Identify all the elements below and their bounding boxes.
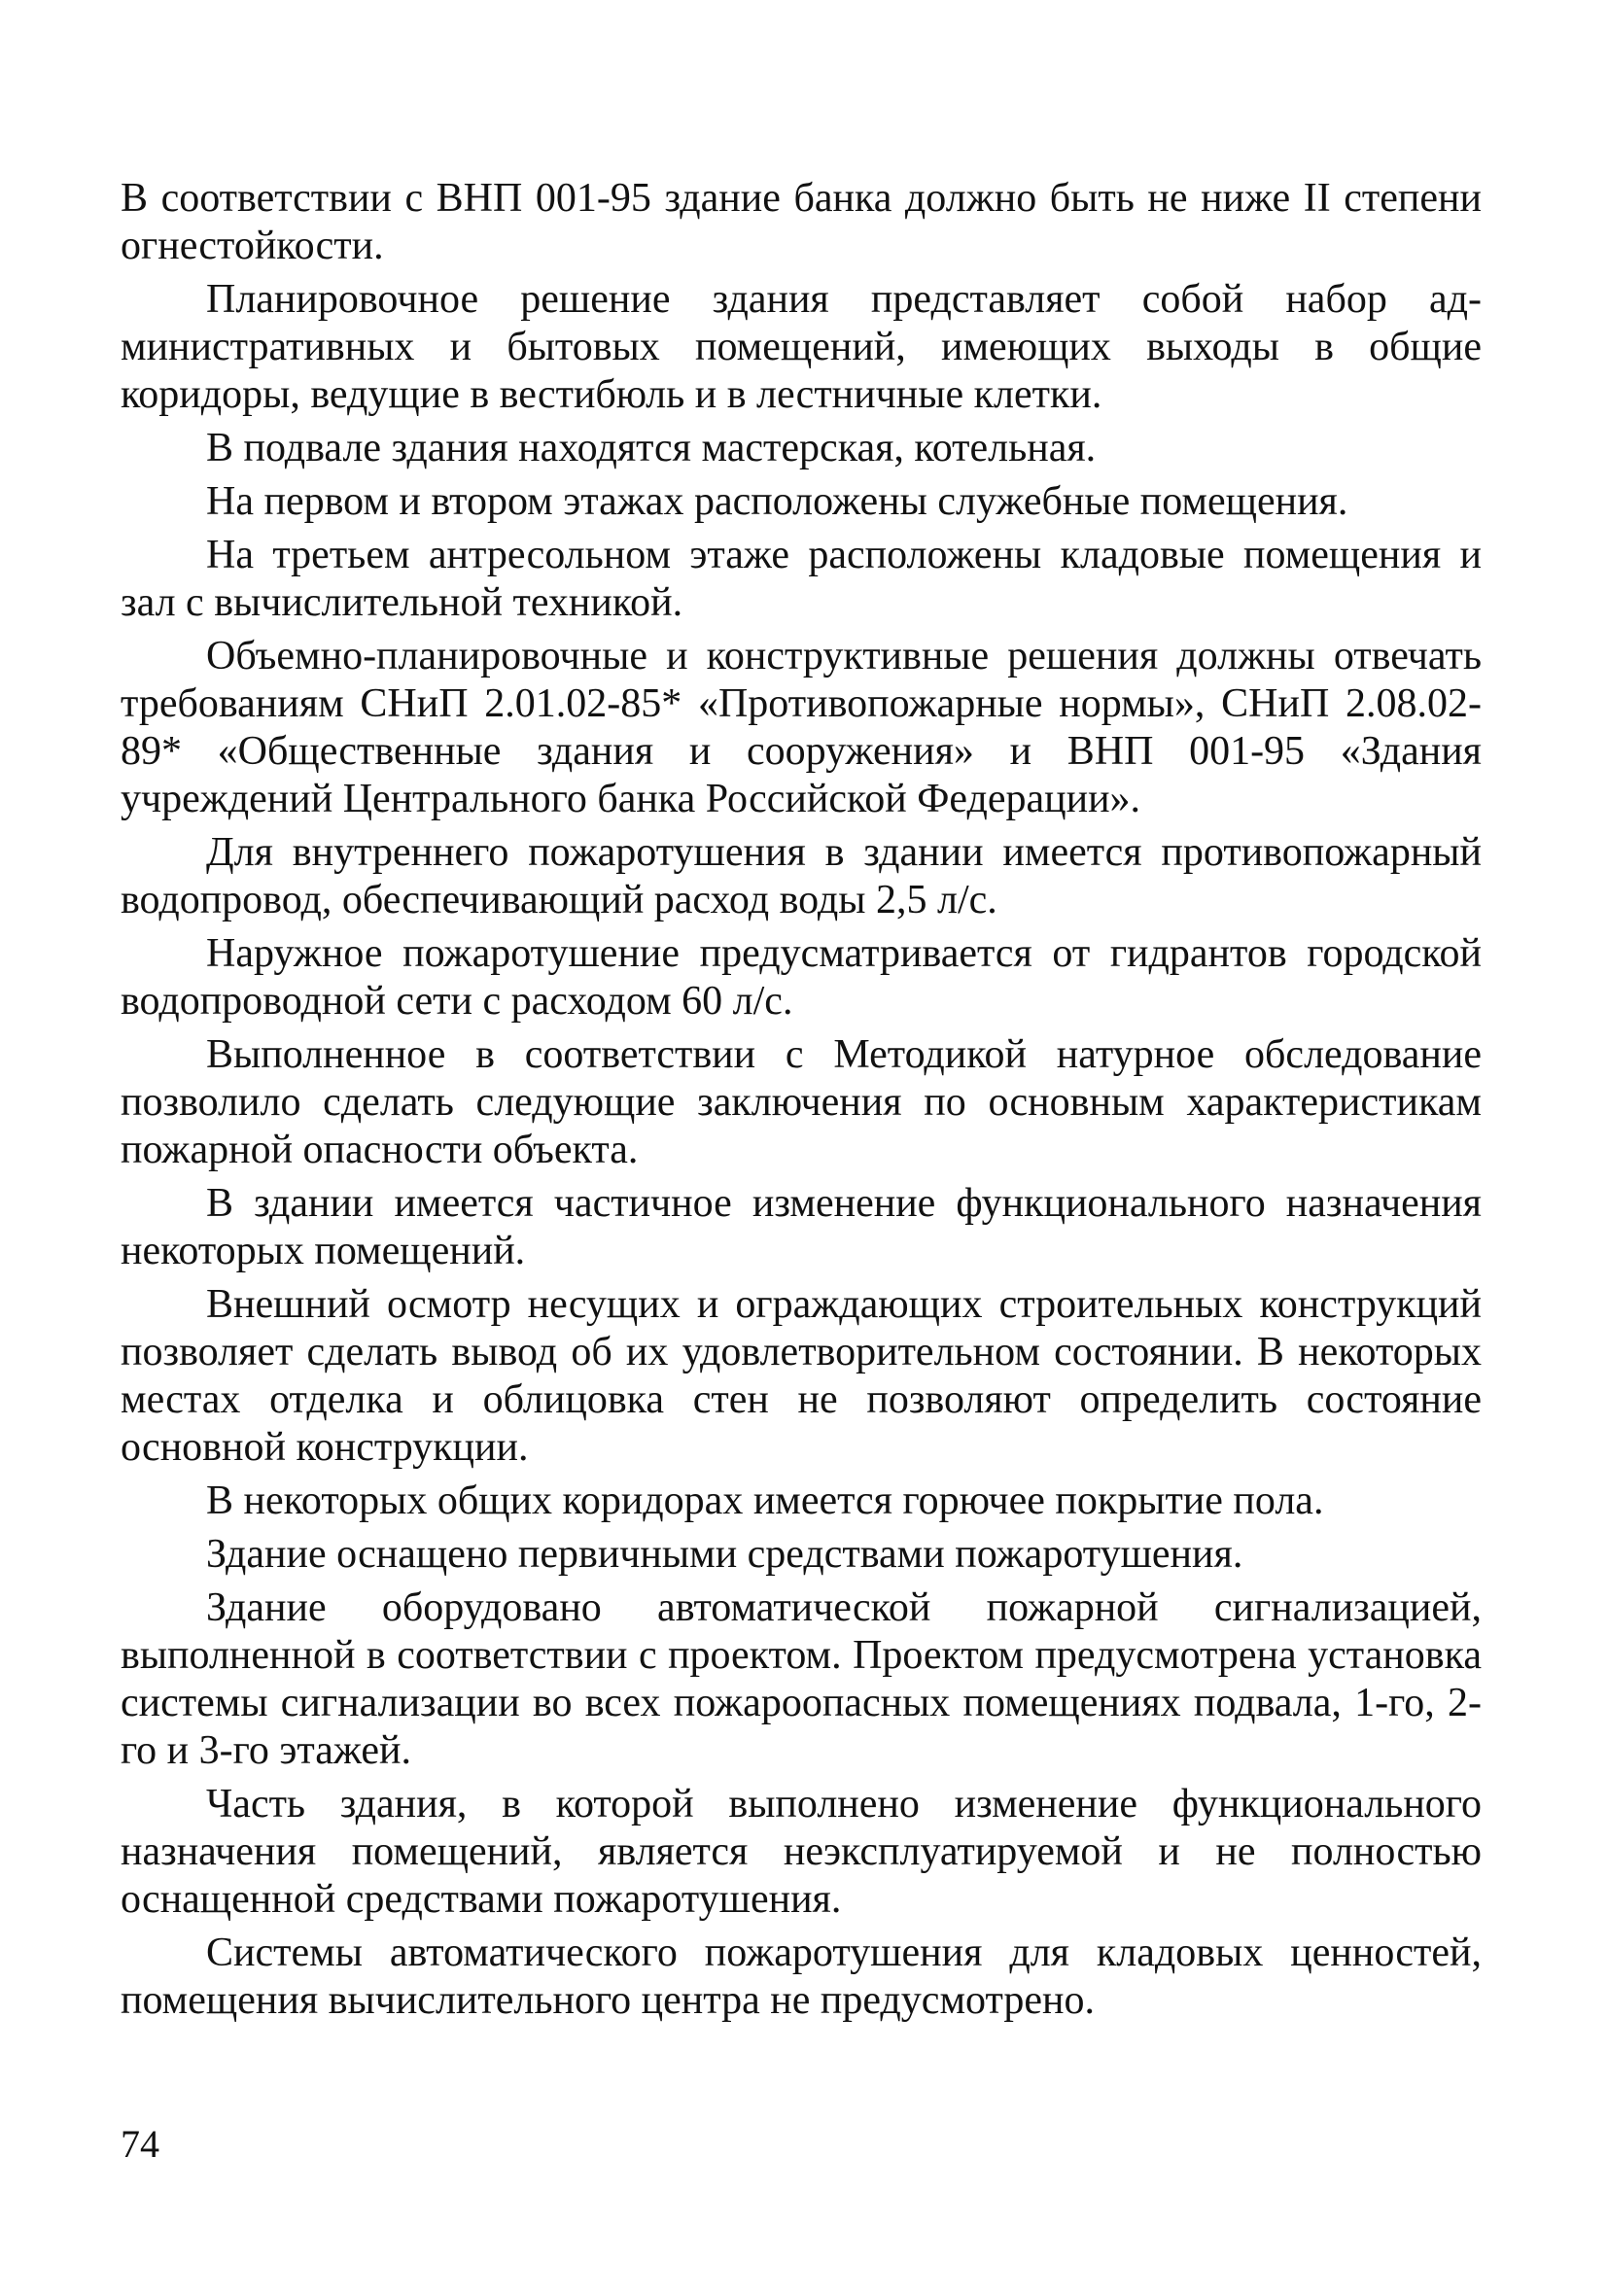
paragraph-16: Системы автоматического пожаротушения для кладовых ценностей, помещения вычислительного центра не предусмотрено.	[121, 1931, 1482, 2023]
paragraph-8: Наружное пожаротушение предусматривается от гидрантов городской водопроводной сети с расходом 60 л/с.	[121, 931, 1482, 1024]
paragraph-13: Здание оснащено первичными средствами пожаротушения.	[206, 1532, 1243, 1577]
paragraph-10: В здании имеется частичное изменение функционального назначения некоторых помещений.	[121, 1181, 1482, 1273]
paragraph-15: Часть здания, в которой выполнено изменение функционального назначения помещений, является неэксплуатируемой и не полностью оснащенной средствами пожаротушения.	[121, 1782, 1482, 1922]
paragraph-3: В подвале здания находятся мастерская, котельная.	[206, 426, 1097, 470]
paragraph-12: В некоторых общих коридорах имеется горючее покрытие пола.	[206, 1478, 1324, 1523]
paragraph-14: Здание оборудовано автоматической пожарной сигнализацией, выполненной в соответствии с проектом. Проектом предусмотрена установка системы сигнализации во всех пожароопасных помещениях подвала, 1-го, 2-го и 3-го этажей.	[121, 1585, 1482, 1773]
paragraph-11: Внешний осмотр несущих и ограждающих строительных конструкций позволяет сделать вывод об их удовлетворительном состоянии. В некоторых местах отделка и облицовка стен не позволяют определить состояние основной конструкции.	[121, 1282, 1482, 1470]
paragraph-2: Планировочное решение здания представляет собой набор административных и бытовых помещений, имеющих выходы в общие коридоры, ведущие в вестибюль и в лестничные клетки.	[121, 277, 1482, 417]
paragraph-1: В соответствии с ВНП 001-95 здание банка должно быть не ниже II степени огнестойкости.	[121, 176, 1482, 268]
paragraph-4: На первом и втором этажах расположены служебные помещения.	[206, 479, 1348, 524]
paragraph-5: На третьем антресольном этаже расположены кладовые помещения и зал с вычислительной техникой.	[121, 533, 1482, 625]
page-number: 74	[121, 2122, 159, 2166]
body-text	[121, 175, 1482, 2031]
paragraph-7: Для внутреннего пожаротушения в здании имеется противопожарный водопровод, обеспечивающий расход воды 2,5 л/с.	[121, 830, 1482, 922]
paragraph-9: Выполненное в соответствии с Методикой натурное обследование позволило сделать следующие заключения по основным характеристикам пожарной опасности объекта.	[121, 1032, 1482, 1172]
paragraph-6: Объемно-планировочные и конструктивные решения должны отвечать требованиям СНиП 2.01.02-85* «Противопожарные нормы», СНиП 2.08.02-89* «Общественные здания и сооружения» и ВНП 001-95 «Здания учреждений Центрального банка Российской Федерации».	[121, 634, 1482, 821]
